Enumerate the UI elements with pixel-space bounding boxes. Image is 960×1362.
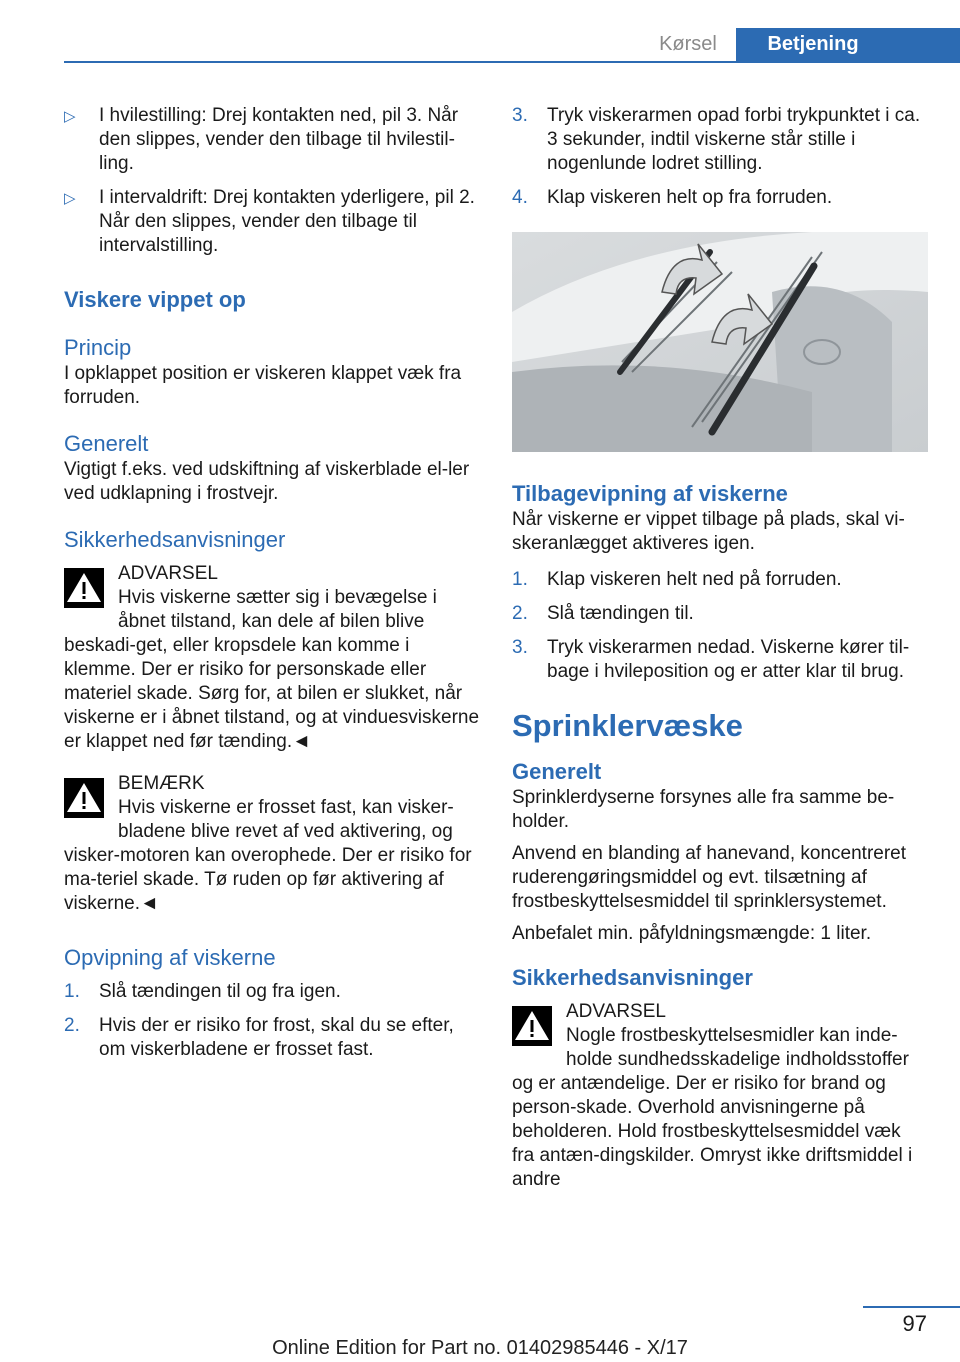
tab-chapter-label: Betjening bbox=[767, 33, 859, 55]
heading-principle: Princip bbox=[64, 335, 132, 360]
list-item bbox=[512, 186, 928, 210]
warning-block bbox=[512, 1000, 928, 1192]
list-item bbox=[64, 1014, 480, 1062]
notice-label: BEMÆRK bbox=[118, 773, 205, 794]
step-text: Slå tændingen til. bbox=[547, 603, 694, 624]
notice-text: Hvis viskerne er frosset fast, kan visker-bladene blive revet af ved aktivering, og visker-motoren kan overophede. Der er risiko for ma-teriel skade. Tø ruden op før aktivering af viskerne.◄ bbox=[64, 797, 472, 914]
step-number: 3. bbox=[512, 105, 528, 126]
heading-general: Generelt bbox=[64, 431, 149, 456]
fold-back-steps bbox=[512, 568, 928, 684]
list-item bbox=[512, 602, 928, 626]
tab-chapter-betjening bbox=[736, 28, 960, 61]
step-text: Klap viskeren helt op fra forruden. bbox=[547, 187, 833, 208]
step-text: Tryk viskerarmen opad forbi trykpunktet i ca. 3 sekunder, indtil viskerne står stille i nogenlunde lodret stilling. bbox=[547, 105, 921, 174]
list-item bbox=[512, 104, 928, 176]
heading-general-washer: Generelt bbox=[512, 759, 602, 784]
step-number: 4. bbox=[512, 187, 528, 208]
list-item-text: I intervaldrift: Drej kontakten yderligere, pil 2. Når den slippes, vender den tilbage til intervalstilling. bbox=[99, 187, 475, 256]
list-item bbox=[64, 186, 480, 258]
warning-triangle-icon bbox=[512, 1006, 552, 1046]
principle-text: I opklappet position er viskeren klappet væk fra forruden. bbox=[64, 363, 462, 408]
wiper-illustration bbox=[512, 232, 928, 452]
step-text: Klap viskeren helt ned på forruden. bbox=[547, 569, 842, 590]
warning-triangle-icon bbox=[64, 568, 104, 608]
heading-fold-back: Tilbagevipning af viskerne bbox=[512, 481, 788, 506]
fold-back-text: Når viskerne er vippet tilbage på plads, skal vi-skeranlægget aktiveres igen. bbox=[512, 509, 905, 554]
tab-section-korsel: Kørsel bbox=[659, 33, 717, 55]
general-paragraph: Anbefalet min. påfyldningsmængde: 1 liter. bbox=[512, 923, 872, 944]
steps-list bbox=[512, 104, 928, 210]
general-paragraph: Anvend en blanding af hanevand, koncentreret ruderengøringsmiddel og evt. tilsætning af frostbeskyttelsesmiddel til sprinklersystemet. bbox=[512, 843, 907, 912]
warning-block bbox=[64, 562, 480, 754]
right-column bbox=[512, 104, 928, 1192]
warning-text: Hvis viskerne sætter sig i bevægelse i åbnet tilstand, kan dele af bilen blive beskadi-get, eller kropsdele kan komme i klemme. Der er risiko for personskade eller materiel skade. Sørg for, at bilen er slukket, når viskerne er i åbnet tilstand, og at vinduesviskerne er klappet ned før tænding.◄ bbox=[64, 587, 480, 752]
general-text: Vigtigt f.eks. ved udskiftning af viskerblade el-ler ved udklapning i frostvejr. bbox=[64, 459, 470, 504]
warning-label: ADVARSEL bbox=[566, 1001, 666, 1022]
step-text: Hvis der er risiko for frost, skal du se efter, om viskerbladene er frosset fast. bbox=[99, 1015, 454, 1060]
triangle-bullet-icon: ▷ bbox=[64, 190, 76, 207]
list-item bbox=[512, 568, 928, 592]
triangle-bullet-icon: ▷ bbox=[64, 108, 76, 125]
warning-text: Nogle frostbeskyttelsesmidler kan inde-holde sundhedsskadelige indholdsstoffer og er antændelige. Der er risiko for brand og person-skade. Overhold anvisningerne på beholderen. Hold frostbeskyttelsesmiddel væk fra antæn-dingskilder. Omryst ikke driftsmiddel i andre bbox=[512, 1025, 913, 1190]
heading-safety: Sikkerhedsanvisninger bbox=[64, 527, 286, 552]
step-text: Tryk viskerarmen nedad. Viskerne kører til-bage i hvileposition og er atter klar til brug. bbox=[547, 637, 910, 682]
list-item bbox=[512, 636, 928, 684]
step-number: 3. bbox=[512, 637, 528, 658]
bullet-list bbox=[64, 104, 480, 258]
list-item bbox=[64, 980, 480, 1004]
heading-fold-up: Opvipning af viskerne bbox=[64, 945, 276, 970]
footer-rule bbox=[863, 1306, 960, 1308]
warning-triangle-icon bbox=[64, 778, 104, 818]
page-number: 97 bbox=[902, 1311, 927, 1336]
heading-safety-washer: Sikkerhedsanvisninger bbox=[512, 965, 753, 990]
list-item bbox=[64, 104, 480, 176]
header-rule bbox=[64, 61, 960, 63]
notice-block bbox=[64, 772, 480, 916]
heading-washer-fluid: Sprinklervæske bbox=[512, 708, 743, 743]
general-paragraph: Sprinklerdyserne forsynes alle fra samme be-holder. bbox=[512, 787, 895, 832]
step-number: 1. bbox=[512, 569, 528, 590]
steps-list bbox=[64, 980, 480, 1062]
edition-footer: Online Edition for Part no. 01402985446 - X/17 bbox=[272, 1337, 688, 1359]
list-item-text: I hvilestilling: Drej kontakten ned, pil 3. Når den slippes, vender den tilbage til hvilestil-ling. bbox=[99, 105, 459, 174]
heading-wipers-up: Viskere vippet op bbox=[64, 287, 246, 312]
step-number: 2. bbox=[512, 603, 528, 624]
warning-label: ADVARSEL bbox=[118, 563, 218, 584]
step-text: Slå tændingen til og fra igen. bbox=[99, 981, 341, 1002]
step-number: 2. bbox=[64, 1015, 80, 1036]
left-column bbox=[64, 104, 480, 1072]
step-number: 1. bbox=[64, 981, 80, 1002]
